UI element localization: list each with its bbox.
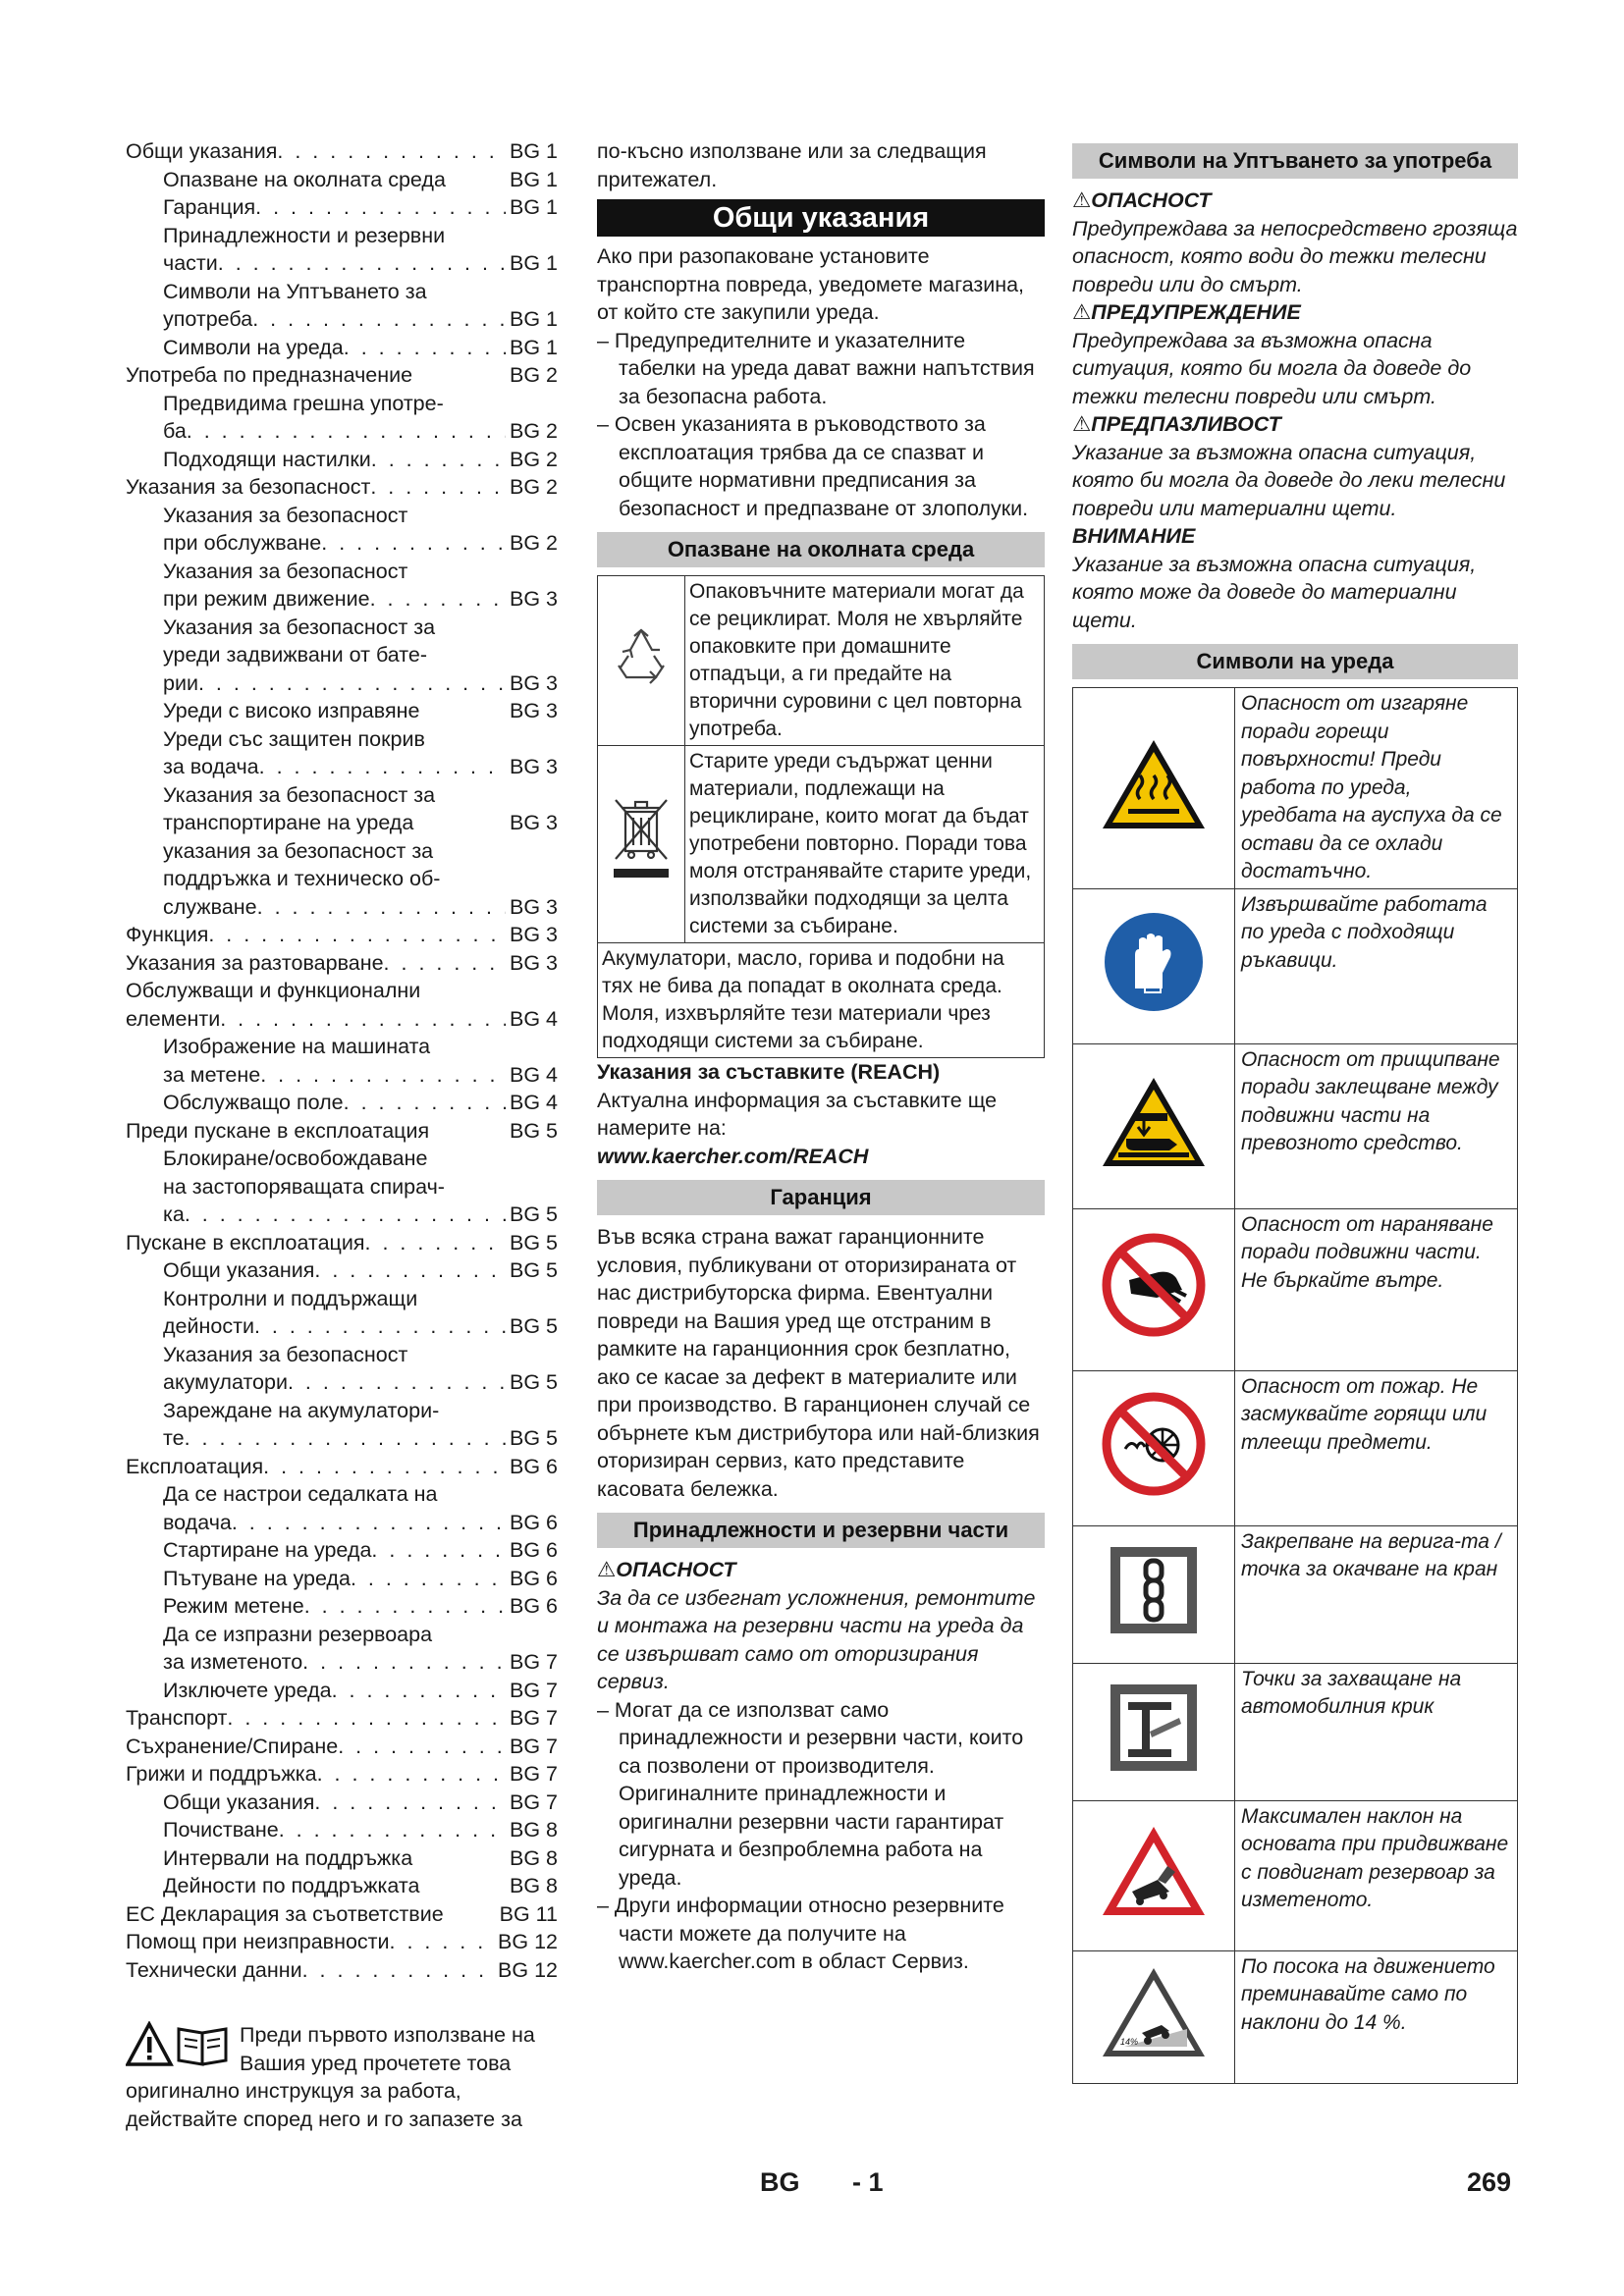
symbol-text: По посока на движението преминавайте само по наклони до 14 %. [1235, 1950, 1518, 2083]
toc-leader-dots [257, 893, 506, 922]
toc-entry[interactable] [126, 753, 558, 781]
toc-entry-title: Съхранение/Спиране [126, 1734, 339, 1758]
table-row [1073, 1208, 1518, 1370]
first-use-notice [126, 2021, 558, 2133]
toc-entry-page: BG 3 [510, 670, 558, 695]
toc-entry[interactable] [126, 1592, 558, 1621]
environment-batteries-text: Акумулатори, масло, горива и подобни на тях не бива да попадат в околната среда. Моля, изхвърляйте тези материали чрез подходящи системи за събиране. [598, 943, 1045, 1058]
toc-entry-title: Почистване [163, 1818, 279, 1842]
toc-leader-dots [314, 1789, 506, 1817]
toc-entry[interactable] [126, 1312, 558, 1341]
toc-leader-dots [198, 669, 506, 698]
toc-entry[interactable] [126, 614, 558, 642]
toc-entry-page: BG 3 [510, 811, 558, 834]
toc-entry-title: за водача [163, 755, 259, 778]
toc-entry-title: за изметеното [163, 1650, 303, 1674]
toc-leader-dots [344, 334, 506, 362]
toc-entry-title: Изключете уреда [163, 1678, 332, 1702]
toc-entry[interactable] [126, 1536, 558, 1565]
toc-entry-page: BG 7 [510, 1650, 558, 1674]
symbol-text: Опасност от прищипване поради заклещване между подвижни части на превозното средство. [1235, 1043, 1518, 1208]
parts-danger-title: ⚠ОПАСНОСТ [597, 1558, 736, 1581]
toc-entry-title: ка [163, 1202, 185, 1226]
toc-entry-page: BG 7 [510, 1734, 558, 1758]
toc-entry[interactable] [126, 697, 558, 725]
footer-language: BG [760, 2167, 800, 2197]
toc-entry-title: Стартиране на уреда [163, 1538, 372, 1562]
section-heading-general: Общи указания [597, 199, 1045, 237]
toc-entry-page: BG 4 [510, 1062, 558, 1087]
toc-entry-page: BG 5 [510, 1426, 558, 1450]
toc-leader-dots [351, 1565, 506, 1593]
toc-entry-page: BG 7 [510, 1789, 558, 1814]
toc-entry[interactable] [126, 1145, 558, 1173]
toc-entry-page: BG 2 [510, 447, 558, 471]
general-paragraph: Ако при разопаковане установите транспортна повреда, уведомете магазина, от който сте закупили уреда. [597, 244, 1025, 324]
toc-entry-title: Режим метене [163, 1594, 304, 1618]
read-manual-warning-icon [126, 2021, 232, 2068]
toc-entry-title: Символи на Уптъването за [163, 279, 427, 303]
reach-title: Указания за съставките (REACH) [597, 1060, 941, 1084]
toc-leader-dots [371, 446, 506, 474]
toc-entry[interactable] [126, 1117, 558, 1146]
toc-entry[interactable] [126, 725, 558, 754]
toc-leader-dots [344, 1089, 506, 1117]
toc-entry-title: Указания за безопасност [163, 503, 408, 527]
footer-page-number: 269 [1467, 2167, 1512, 2197]
toc-entry[interactable] [126, 558, 558, 586]
symbol-text: Опасност от нараняване поради подвижни части. Не бъркайте вътре. [1235, 1208, 1518, 1370]
toc-entry[interactable] [126, 334, 558, 362]
max-slope-14-icon [1073, 1950, 1235, 2083]
toc-entry-title: Опазване на околната среда [163, 167, 446, 191]
toc-entry[interactable] [126, 865, 558, 893]
symbol-text: Точки за захващане на автомобилния крик [1235, 1663, 1518, 1800]
toc-entry-title: Общи указания [126, 139, 278, 163]
toc-entry[interactable] [126, 1285, 558, 1313]
toc-entry[interactable] [126, 1928, 558, 1956]
toc-entry-page: BG 3 [510, 699, 558, 722]
toc-leader-dots [314, 1256, 506, 1285]
toc-leader-dots [227, 1704, 506, 1733]
toc-leader-dots [365, 1229, 506, 1257]
toc-entry-page: BG 6 [510, 1594, 558, 1618]
toc-entry[interactable] [126, 949, 558, 978]
toc-entry-title: ба [163, 419, 187, 443]
toc-entry-title: при режим движение [163, 587, 370, 611]
toc-entry[interactable] [126, 1760, 558, 1789]
toc-entry-title: Контролни и поддържащи [163, 1286, 418, 1310]
toc-entry[interactable] [126, 977, 558, 1005]
toc-entry-title: Преди пускане в експлоатация [126, 1118, 430, 1143]
table-row [1073, 1370, 1518, 1525]
toc-leader-dots [304, 1592, 506, 1621]
toc-entry-page: BG 2 [510, 531, 558, 555]
toc-leader-dots [187, 417, 506, 446]
toc-entry-page: BG 2 [510, 419, 558, 443]
symbol-text: Опасност от изгаряне поради горещи повърхности! Преди работа по уреда, уредбата на ауспуха да се остави да се охлади достатъчно. [1235, 688, 1518, 889]
toc-entry-page: BG 1 [510, 335, 558, 359]
toc-entry-page: BG 8 [510, 1818, 558, 1842]
toc-entry[interactable] [126, 837, 558, 866]
attention-text: Указание за възможна опасна ситуация, която може да доведе до материални щети. [1072, 552, 1477, 632]
warranty-text: Във всяка страна важат гаранционните условия, публикувани от оторизираната от нас дистрибуторска фирма. Евентуални повреди на Вашия уред ще отстраним в рамките на гаранционния срок безплатно, ако се касае за дефект в материалите или при производство. В гаранционен случай се обърнете към дистрибутора или най-близкия оторизиран сервиз, като представите касовата бележка. [597, 1225, 1040, 1501]
toc-entry-title: Уреди с високо изправяне [163, 699, 420, 722]
toc-entry-title: указания за безопасност за [163, 838, 434, 863]
toc-entry[interactable] [126, 249, 558, 278]
toc-entry-title: Помощ при неизправности [126, 1930, 390, 1953]
first-use-notice-text: Преди първото използване на Вашия уред прочетете това оригинално инструкцуя за работа, действайте според него и го запазете за [126, 2023, 535, 2131]
toc-entry-title: рии [163, 670, 198, 695]
toc-entry-title: Функция [126, 923, 209, 946]
toc-entry-title: Грижи и поддръжка [126, 1762, 317, 1786]
parts-list-item: – Могат да се използват само принадлежности и резервни части, които са позволени от производителя. Оригиналните принадлежности и оригинални резервни части гарантират сигурната и безпроблемна работа на уреда. [597, 1697, 1024, 1890]
toc-entry-page: BG 5 [510, 1230, 558, 1255]
toc-entry-title: Предвидима грешна употре- [163, 391, 444, 415]
toc-entry-title: Уреди със защитен покрив [163, 726, 425, 751]
environment-old-devices-text: Старите уреди съдържат ценни материали, подлежащи на рециклиране, които могат да бъдат употребени повторно. Поради това моля отстранявайте старите уреди, използвайки подходящи за целта системи за събиране. [685, 746, 1045, 943]
toc-entry-title: Да се настрои седалката на [163, 1482, 438, 1506]
hand-crush-warning-icon [1073, 1043, 1235, 1208]
toc-entry-title: Указания за безопасност [163, 559, 408, 583]
section-heading-accessories: Принадлежности и резервни части [597, 1513, 1045, 1548]
toc-entry-page: BG 1 [510, 167, 558, 191]
general-list-item: – Освен указанията в ръководството за експлоатация трябва да се спазват и общите нормативни предписания за безопасност и предпазване от злополуки. [597, 412, 1029, 520]
toc-entry-page: BG 5 [510, 1118, 558, 1143]
toc-entry-page: BG 3 [510, 587, 558, 611]
toc-entry[interactable] [126, 809, 558, 837]
toc-entry[interactable] [126, 137, 558, 166]
toc-leader-dots [332, 1677, 506, 1705]
toc-entry-title: Технически данни [126, 1957, 302, 1982]
table-row [1073, 1043, 1518, 1208]
toc-entry-title: Блокиране/освобождаване [163, 1147, 428, 1170]
toc-entry-page: BG 5 [510, 1370, 558, 1394]
toc-entry-page: BG 3 [510, 923, 558, 946]
toc-entry[interactable] [126, 390, 558, 418]
toc-entry[interactable] [126, 446, 558, 474]
toc-entry-title: Обслужващи и функционални [126, 979, 421, 1002]
toc-entry-page: BG 11 [499, 1901, 558, 1926]
toc-entry-page: BG 2 [510, 363, 558, 387]
symbol-text: Максимален наклон на основата при придвижване с повдигнат резервоар за изметеното. [1235, 1800, 1518, 1950]
table-row [1073, 1663, 1518, 1800]
parts-list-item: – Други информации относно резервните части можете да получите на www.kaercher.com в област Сервиз. [597, 1894, 1004, 1973]
toc-entry[interactable] [126, 1677, 558, 1705]
toc-entry-page: BG 6 [510, 1454, 558, 1478]
toc-entry-page: BG 7 [510, 1706, 558, 1730]
toc-entry[interactable] [126, 1453, 558, 1481]
toc-entry[interactable] [126, 361, 558, 390]
toc-entry-title: Транспорт [126, 1706, 228, 1730]
device-symbols-table [1072, 687, 1518, 2084]
toc-entry[interactable] [126, 1704, 558, 1733]
toc-entry-title: Указания за разтоварване [126, 950, 384, 975]
max-tilt-raised-hopper-icon [1073, 1800, 1235, 1950]
toc-entry[interactable] [126, 1648, 558, 1677]
toc-entry-page: BG 1 [510, 195, 558, 219]
toc-entry[interactable] [126, 1061, 558, 1090]
toc-entry[interactable] [126, 1900, 558, 1929]
toc-entry[interactable] [126, 1509, 558, 1537]
toc-entry-title: Указания за безопасност [163, 1342, 408, 1366]
toc-entry-title: уреди задвижвани от бате- [163, 643, 427, 667]
table-row [1073, 1525, 1518, 1663]
toc-entry-page: BG 4 [510, 1091, 558, 1114]
toc-entry-title: Изображение на машината [163, 1035, 431, 1058]
toc-entry-title: Общи указания [163, 1789, 315, 1814]
table-row [598, 576, 1045, 746]
toc-entry[interactable] [126, 1844, 558, 1873]
toc-leader-dots [279, 1816, 506, 1844]
toc-entry-page: BG 1 [510, 251, 558, 275]
svg-text:14%: 14% [1120, 2037, 1139, 2048]
toc-entry-title: Интервали на поддръжка [163, 1845, 413, 1870]
toc-entry-title: Пускане в експлоатация [126, 1230, 365, 1255]
toc-entry[interactable] [126, 1424, 558, 1453]
toc-entry[interactable] [126, 529, 558, 558]
right-column [1072, 137, 1518, 2084]
toc-entry-title: части [163, 251, 218, 275]
warning-title: ⚠ПРЕДУПРЕЖДЕНИЕ [1072, 300, 1301, 324]
toc-leader-dots [220, 1005, 506, 1034]
toc-entry-page: BG 3 [510, 950, 558, 975]
toc-entry[interactable] [126, 669, 558, 698]
toc-entry[interactable] [126, 1201, 558, 1229]
toc-entry-title: Указания за безопасност за [163, 782, 436, 807]
toc-entry-page: BG 1 [510, 307, 558, 331]
toc-leader-dots [259, 753, 506, 781]
reach-url-link[interactable]: www.kaercher.com/REACH [597, 1144, 869, 1168]
toc-entry[interactable] [126, 1256, 558, 1285]
table-row [1073, 888, 1518, 1043]
toc-entry[interactable] [126, 1397, 558, 1425]
toc-entry-page: BG 2 [510, 475, 558, 499]
toc-entry-title: елементи [126, 1006, 221, 1031]
toc-entry-title: Употреба по предназначение [126, 363, 413, 387]
toc-entry-title: Гаранция [163, 195, 256, 219]
toc-entry-title: Принадлежности и резервни [163, 223, 446, 247]
table-row [598, 746, 1045, 943]
toc-leader-dots [252, 305, 506, 334]
toc-leader-dots [384, 949, 506, 978]
section-heading-device-symbols: Символи на уреда [1072, 644, 1518, 679]
toc-leader-dots [370, 585, 506, 614]
toc-entry-title: Указания за безопасност [126, 475, 371, 499]
toc-entry[interactable] [126, 1173, 558, 1201]
environment-table [597, 575, 1045, 1058]
toc-entry[interactable] [126, 1621, 558, 1649]
toc-entry-title: Пътуване на уреда [163, 1566, 351, 1590]
toc-entry-title: употреба [163, 307, 253, 331]
toc-entry-page: BG 5 [510, 1202, 558, 1226]
toc-leader-dots [371, 1536, 506, 1565]
toc-entry[interactable] [126, 502, 558, 530]
attention-title: ВНИМАНИЕ [1072, 524, 1196, 548]
toc-entry-title: Експлоатация [126, 1454, 264, 1478]
toc-entry-page: BG 6 [510, 1538, 558, 1562]
toc-leader-dots [232, 1509, 506, 1537]
toc-entry[interactable] [126, 278, 558, 306]
toc-entry-page: BG 7 [510, 1678, 558, 1702]
toc-leader-dots [263, 1453, 506, 1481]
toc-entry[interactable] [126, 1956, 558, 1985]
toc-entry[interactable] [126, 166, 558, 194]
toc-entry-page: BG 7 [510, 1762, 558, 1786]
toc-entry-title: Общи указания [163, 1258, 315, 1282]
toc-leader-dots [260, 1061, 506, 1090]
toc-leader-dots [218, 249, 506, 278]
recycle-icon [598, 576, 685, 746]
toc-leader-dots [185, 1424, 506, 1453]
toc-entry-title: при обслужване [163, 531, 322, 555]
toc-entry-title: акумулатори [163, 1370, 288, 1394]
toc-entry-title: Дейности по поддръжката [163, 1874, 420, 1897]
table-row [1073, 1800, 1518, 1950]
toc-entry-page: BG 8 [510, 1845, 558, 1870]
toc-leader-dots [302, 1956, 494, 1985]
warning-text: Предупреждава за възможна опасна ситуация, която би могла да доведе до тежки телесни повреди или смърт. [1072, 328, 1472, 408]
symbol-text: Закрепване на верига-та / точка за окачване на кран [1235, 1525, 1518, 1663]
section-heading-manual-symbols: Символи на Уптъването за употреба [1072, 143, 1518, 179]
toc-entry-title: служване [163, 894, 257, 919]
chain-attach-point-icon [1073, 1525, 1235, 1663]
toc-leader-dots [338, 1733, 506, 1761]
toc-entry-title: дейности [163, 1314, 254, 1338]
toc-entry[interactable] [126, 585, 558, 614]
do-not-touch-moving-parts-icon [1073, 1208, 1235, 1370]
toc-entry[interactable] [126, 473, 558, 502]
toc-entry-title: Символи на уреда [163, 335, 344, 359]
toc-entry[interactable] [126, 1480, 558, 1509]
toc-entry[interactable] [126, 1005, 558, 1034]
intro-continuation: по-късно използване или за следващия притежател. [597, 139, 987, 191]
toc-leader-dots [255, 193, 506, 222]
toc-entry[interactable] [126, 781, 558, 810]
toc-entry[interactable] [126, 641, 558, 669]
parts-danger-text: За да се избегнат усложнения, ремонтите и монтажа на резервни части на уреда да се извършват само от оторизирания сервиз. [597, 1585, 1036, 1693]
crossed-bin-icon [598, 746, 685, 943]
toc-leader-dots [277, 137, 506, 166]
toc-entry[interactable] [126, 1368, 558, 1397]
table-row [1073, 1950, 1518, 2083]
hot-surface-warning-icon [1073, 688, 1235, 889]
toc-entry-title: Указания за безопасност за [163, 614, 436, 639]
toc-leader-dots [390, 1928, 495, 1956]
toc-entry-page: BG 12 [498, 1930, 558, 1953]
toc-leader-dots [288, 1368, 506, 1397]
toc-leader-dots [370, 473, 506, 502]
toc-entry[interactable] [126, 1089, 558, 1117]
toc-entry[interactable] [126, 1033, 558, 1061]
toc-entry-page: BG 5 [510, 1314, 558, 1338]
toc-entry[interactable] [126, 1229, 558, 1257]
toc-entry-title: на застопоряващата спирач- [163, 1174, 445, 1199]
toc-entry-page: BG 6 [510, 1510, 558, 1534]
toc-entry[interactable] [126, 1872, 558, 1900]
toc-entry-title: водача [163, 1510, 232, 1534]
no-burning-objects-icon [1073, 1370, 1235, 1525]
toc-entry-title: Зареждане на акумулатори- [163, 1398, 440, 1422]
toc-entry-title: поддръжка и техническо об- [163, 867, 441, 890]
table-of-contents [126, 137, 558, 2133]
toc-entry-title: Да се изпразни резервоара [163, 1622, 433, 1646]
toc-entry[interactable] [126, 1789, 558, 1817]
toc-entry-title: ЕС Декларация за съответствие [126, 1901, 444, 1926]
wear-gloves-icon [1073, 888, 1235, 1043]
toc-entry-title: Обслужващо поле [163, 1091, 344, 1114]
toc-leader-dots [321, 529, 506, 558]
footer-section-number: - 1 [852, 2167, 884, 2197]
toc-entry-page: BG 12 [498, 1957, 558, 1982]
table-row [598, 943, 1045, 1058]
caution-title: ⚠ПРЕДПАЗЛИВОСТ [1072, 412, 1281, 436]
toc-entry[interactable] [126, 1816, 558, 1844]
toc-entry-title: Подходящи настилки [163, 447, 371, 471]
toc-leader-dots [185, 1201, 506, 1229]
toc-leader-dots [317, 1760, 506, 1789]
section-heading-warranty: Гаранция [597, 1180, 1045, 1215]
caution-text: Указание за възможна опасна ситуация, която би могла да доведе до леки телесни повреди или материални щети. [1072, 440, 1506, 520]
section-heading-environment: Опазване на околната среда [597, 532, 1045, 567]
toc-entry-page: BG 3 [510, 894, 558, 919]
toc-entry-page: BG 8 [510, 1874, 558, 1897]
toc-entry-page: BG 3 [510, 755, 558, 778]
general-list-item: – Предупредителните и указателните табелки на уреда дават важни напътствия за безопасна работа. [597, 328, 1035, 408]
toc-list [126, 137, 558, 1984]
toc-entry-title: те [163, 1426, 185, 1450]
toc-entry-page: BG 6 [510, 1566, 558, 1590]
reach-text: Актуална информация за съставките ще намерите на: [597, 1088, 998, 1140]
toc-entry[interactable] [126, 193, 558, 222]
toc-leader-dots [208, 921, 506, 949]
toc-entry[interactable] [126, 1565, 558, 1593]
middle-column [597, 137, 1045, 1976]
jack-point-icon [1073, 1663, 1235, 1800]
toc-entry[interactable] [126, 305, 558, 334]
toc-entry-title: за метене [163, 1062, 261, 1087]
toc-entry[interactable] [126, 893, 558, 922]
toc-entry-page: BG 1 [510, 139, 558, 163]
toc-entry-page: BG 5 [510, 1258, 558, 1282]
toc-entry-page: BG 4 [510, 1006, 558, 1031]
danger-text: Предупреждава за непосредствено грозяща опасност, която води до тежки телесни повреди или до смърт. [1072, 216, 1518, 296]
toc-entry[interactable] [126, 921, 558, 949]
table-row [1073, 688, 1518, 889]
symbol-text: Извършвайте работата по уреда с подходящи ръкавици. [1235, 888, 1518, 1043]
environment-packaging-text: Опаковъчните материали могат да се рециклират. Моля не хвърляйте опаковките при домашните отпадъци, а ги предайте на вторични суровини с цел повторна употреба. [685, 576, 1045, 746]
toc-leader-dots [254, 1312, 506, 1341]
toc-entry[interactable] [126, 1733, 558, 1761]
toc-entry[interactable] [126, 1341, 558, 1369]
danger-title: ⚠ОПАСНОСТ [1072, 188, 1212, 212]
toc-entry[interactable] [126, 417, 558, 446]
toc-entry-title: транспортиране на уреда [163, 811, 414, 834]
toc-leader-dots [302, 1648, 506, 1677]
symbol-text: Опасност от пожар. Не засмуквайте горящи или тлеещи предмети. [1235, 1370, 1518, 1525]
toc-entry[interactable] [126, 222, 558, 250]
